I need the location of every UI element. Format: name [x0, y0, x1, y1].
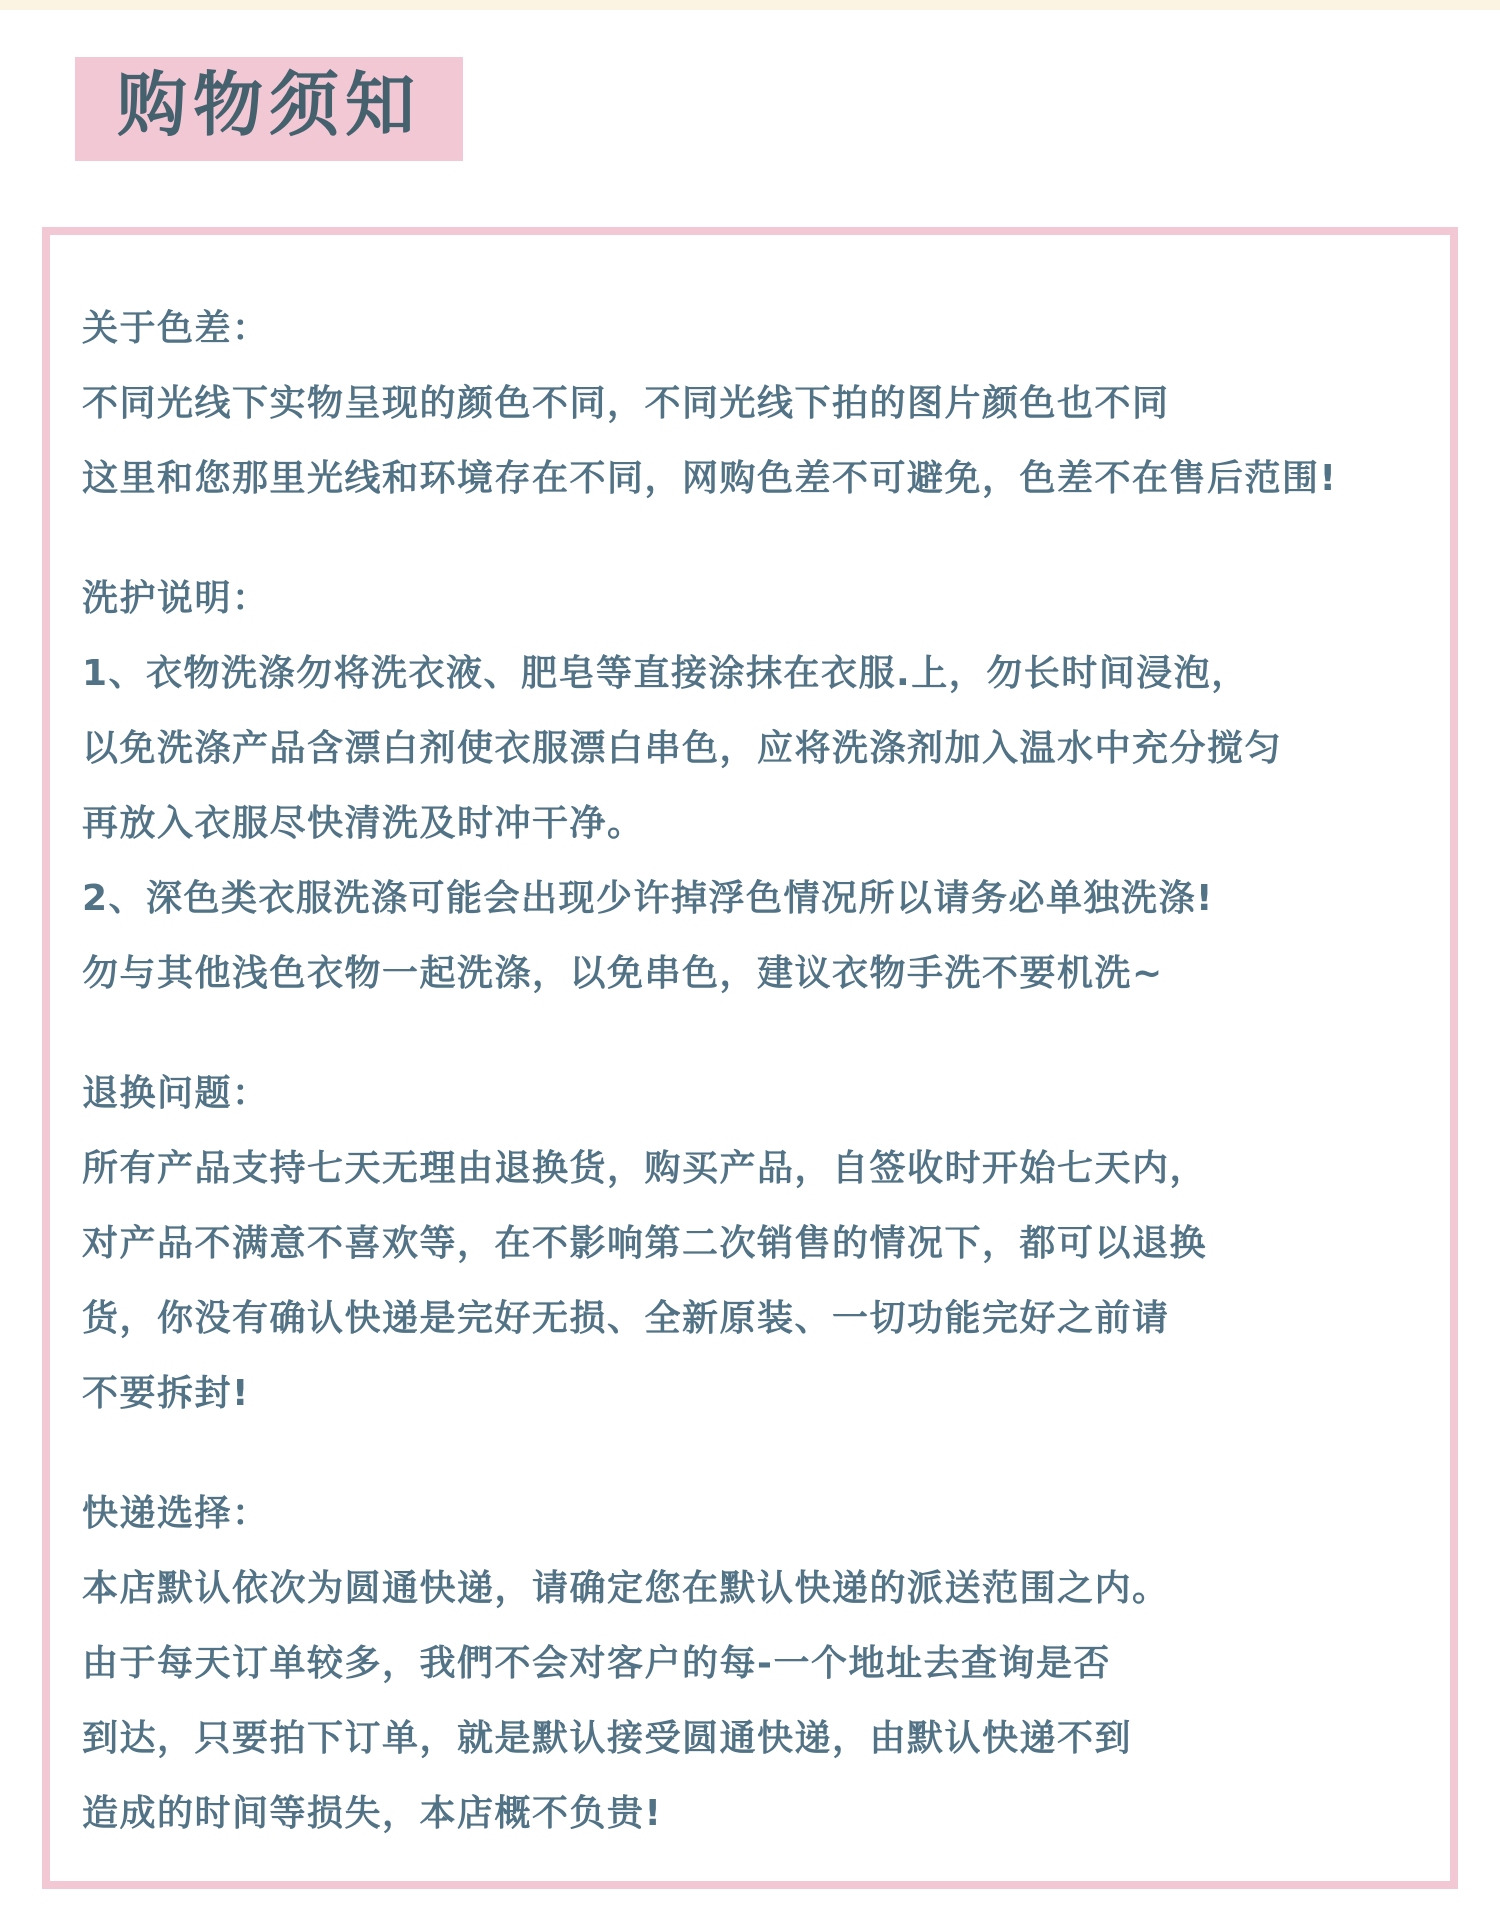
- page-title: 购物须知: [117, 64, 421, 146]
- section-heading: 关于色差：: [82, 307, 270, 349]
- section-heading: 退换问题：: [82, 1072, 270, 1114]
- notice-line: 勿与其他浅色衣物一起洗涤，以免串色，建议衣物手洗不要机洗~: [82, 952, 1164, 994]
- notice-line: 这里和您那里光线和环境存在不同，网购色差不可避免，色差不在售后范围!: [82, 457, 1338, 499]
- section-heading: 快递选择：: [82, 1492, 270, 1534]
- top-accent-bar: [0, 0, 1500, 10]
- notice-line: 由于每天订单较多，我們不会对客户的每-一个地址去查询是否: [82, 1642, 1111, 1684]
- notice-line: 不要拆封!: [82, 1372, 250, 1414]
- notice-line: 对产品不满意不喜欢等，在不影响第二次销售的情况下，都可以退换: [82, 1222, 1208, 1264]
- section-courier: [82, 1476, 1426, 1851]
- notice-line: 到达，只要拍下订单，就是默认接受圆通快递，由默认快递不到: [82, 1717, 1133, 1759]
- section-returns: [82, 1056, 1426, 1431]
- notice-line: 造成的时间等损失，本店概不负贵!: [82, 1792, 663, 1834]
- notice-line: 不同光线下实物呈现的颜色不同，不同光线下拍的图片颜色也不同: [82, 382, 1170, 424]
- notice-line: 货，你没有确认快递是完好无损、全新原装、一切功能完好之前请: [82, 1297, 1170, 1339]
- notice-line: 2、深色类衣服洗涤可能会出现少许掉浮色情况所以请务必单独洗涤!: [82, 877, 1214, 919]
- section-color-difference: [82, 291, 1426, 516]
- page-title-box: [75, 57, 463, 161]
- notice-line: 本店默认依次为圆通快递，请确定您在默认快递的派送范围之内。: [82, 1567, 1170, 1609]
- notice-line: 所有产品支持七天无理由退换货，购买产品，自签收时开始七天内，: [82, 1147, 1208, 1189]
- section-heading: 洗护说明：: [82, 577, 270, 619]
- notice-line: 再放入衣服尽快清洗及时冲干净。: [82, 802, 645, 844]
- notice-line: 1、衣物洗涤勿将洗衣液、肥皂等直接涂抹在衣服.上，勿长时间浸泡，: [82, 652, 1249, 694]
- notice-line: 以免洗涤产品含漂白剂使衣服漂白串色，应将洗涤剂加入温水中充分搅匀: [82, 727, 1283, 769]
- notice-box: [42, 227, 1458, 1889]
- section-washing-instructions: [82, 561, 1426, 1011]
